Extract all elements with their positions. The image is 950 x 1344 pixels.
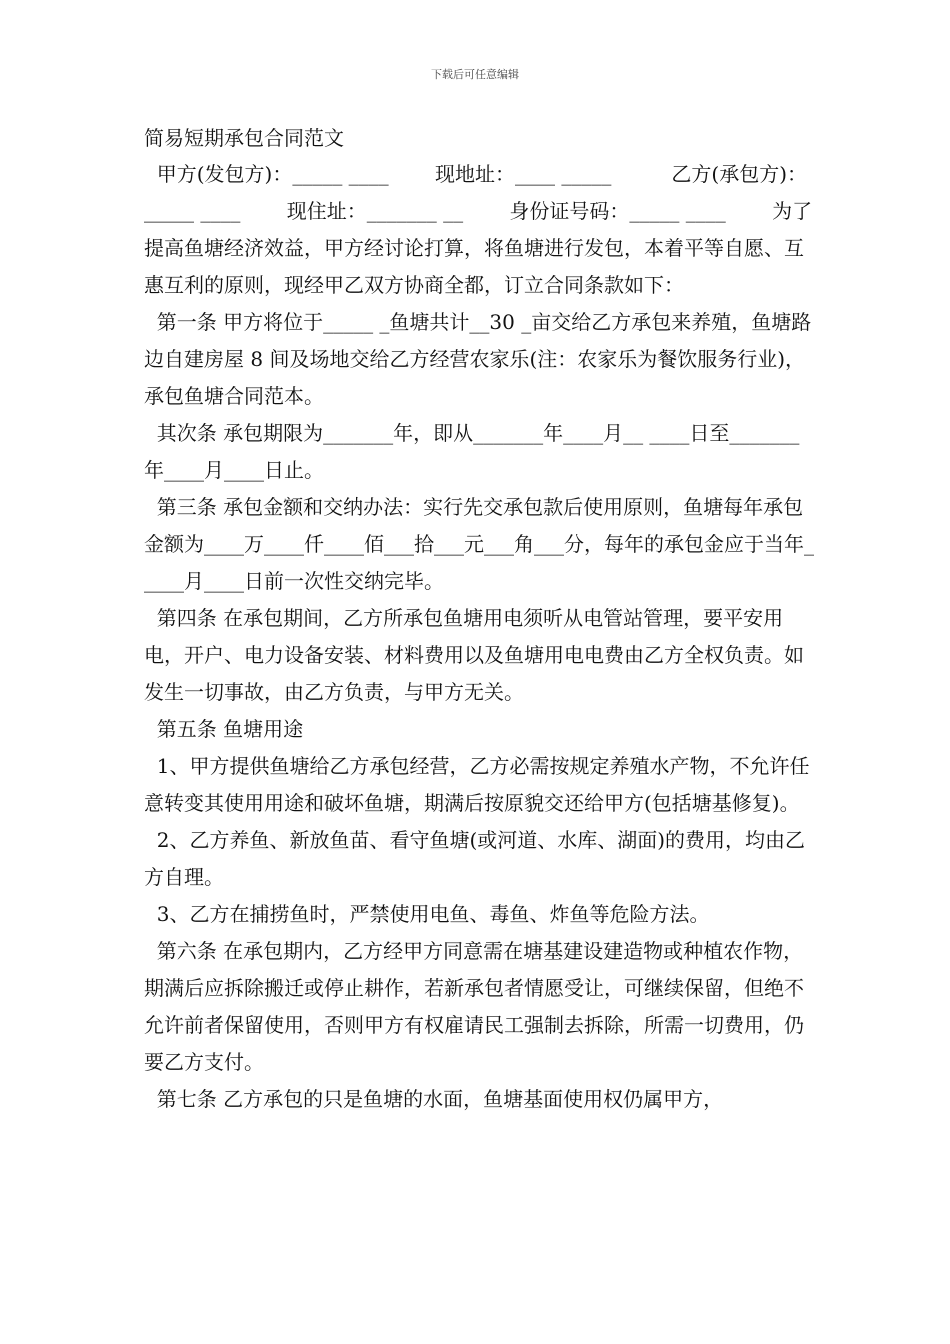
article-5-item-3: 3、乙方在捕捞鱼时，严禁使用电鱼、毒鱼、炸鱼等危险方法。 — [144, 902, 710, 926]
article-5: 第五条 鱼塘用途 — [144, 717, 304, 741]
article-5-item-2: 2、乙方养鱼、新放鱼苗、看守鱼塘(或河道、水库、湖面)的费用，均由乙方自理。 — [144, 828, 806, 889]
article-7: 第七条 乙方承包的只是鱼塘的水面，鱼塘基面使用权仍属甲方， — [144, 1087, 724, 1111]
article-5-item-1: 1、甲方提供鱼塘给乙方承包经营，乙方必需按规定养殖水产物，不允许任意转变其使用用途和破坏鱼塘，期满后按原貌交还给甲方(包括塘基修复)。 — [144, 754, 810, 815]
parties-paragraph: 甲方(发包方)：_____ ____ 现地址：____ _____ 乙方(承包方)：_____ ____ 现住址：_______ __ 身份证号码：_____ ____ 为了提高鱼塘经济效益，甲方经讨论打算，将鱼塘进行发包，本着平等自愿、互惠互利的原则，现经甲乙双方协商全都，订立合同条款如下： — [144, 162, 813, 297]
article-6: 第六条 在承包期内，乙方经甲方同意需在塘基建设建造物或种植农作物，期满后应拆除搬迁或停止耕作，若新承包者情愿受让，可继续保留，但绝不允许前者保留使用，否则甲方有权雇请民工强制去拆除，所需一切费用，仍要乙方支付。 — [144, 939, 804, 1074]
article-4: 第四条 在承包期间，乙方所承包鱼塘用电须听从电管站管理，要平安用电，开户、电力设备安装、材料费用以及鱼塘用电电费由乙方全权负责。如发生一切事故，由乙方负责，与甲方无关。 — [144, 606, 804, 704]
page-header-note: 下载后可任意编辑 — [431, 68, 519, 81]
document-body — [144, 120, 821, 1118]
article-3: 第三条 承包金额和交纳办法：实行先交承包款后使用原则，鱼塘每年承包金额为____万____仟____佰___拾___元___角___分，每年的承包金应于当年_ ____月____日前一次性交纳完毕。 — [144, 495, 821, 593]
article-2: 其次条 承包期限为_______年，即从_______年____月__ ____日至_______年____月____日止。 — [144, 421, 800, 482]
document-title: 简易短期承包合同范文 — [144, 126, 344, 150]
article-1: 第一条 甲方将位于_____ _鱼塘共计__30 _亩交给乙方承包来养殖，鱼塘路边自建房屋 8 间及场地交给乙方经营农家乐(注：农家乐为餐饮服务行业)，承包鱼塘合同范本。 — [144, 310, 812, 408]
